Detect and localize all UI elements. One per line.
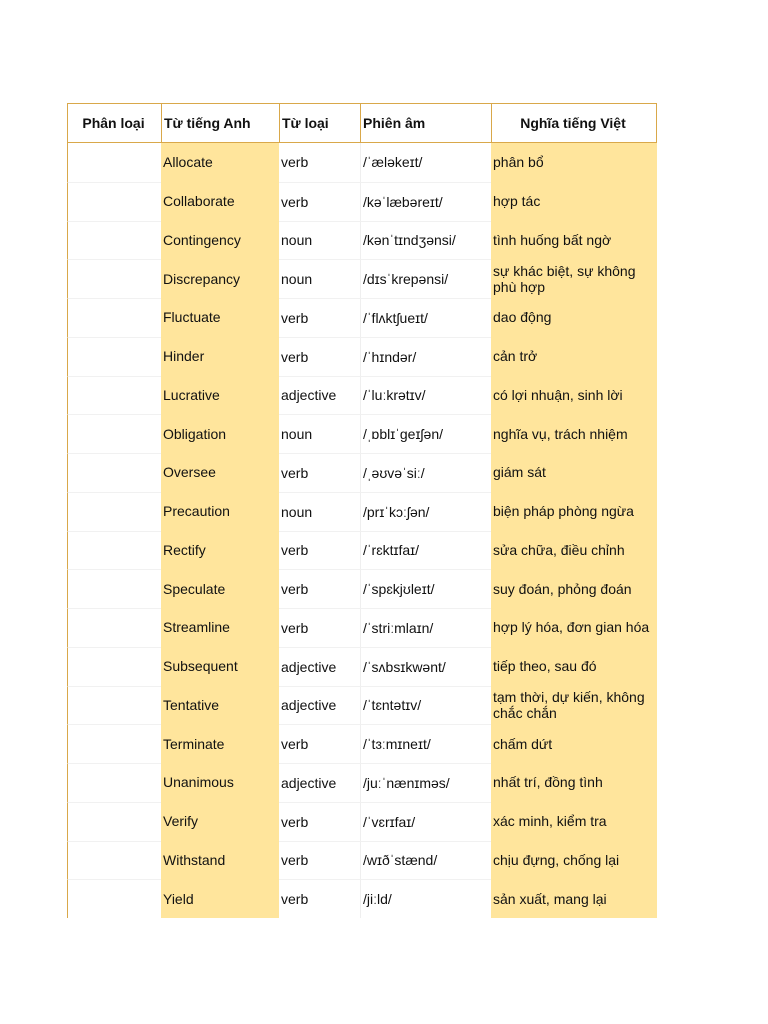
cell-word-type: verb: [279, 879, 360, 918]
table-row: [67, 376, 657, 415]
cell-word-type: verb: [279, 298, 360, 337]
cell-vietnamese-meaning: phân bổ: [491, 143, 657, 182]
cell-english-word: Rectify: [161, 531, 279, 570]
cell-word-type: verb: [279, 337, 360, 376]
header-vietnamese-meaning: Nghĩa tiếng Việt: [491, 103, 657, 143]
cell-phonetic: /prɪˈkɔːʃən/: [360, 492, 491, 531]
cell-vietnamese-meaning: chịu đựng, chống lại: [491, 841, 657, 880]
cell-category: [67, 608, 161, 647]
cell-category: [67, 841, 161, 880]
table-row: [67, 298, 657, 337]
cell-vietnamese-meaning: suy đoán, phỏng đoán: [491, 569, 657, 608]
cell-word-type: adjective: [279, 763, 360, 802]
cell-phonetic: /ˈrɛktɪfaɪ/: [360, 531, 491, 570]
cell-vietnamese-meaning: tiếp theo, sau đó: [491, 647, 657, 686]
table-row: [67, 686, 657, 725]
cell-vietnamese-meaning: xác minh, kiểm tra: [491, 802, 657, 841]
cell-vietnamese-meaning: nghĩa vụ, trách nhiệm: [491, 414, 657, 453]
table-row: [67, 492, 657, 531]
cell-vietnamese-meaning: nhất trí, đồng tình: [491, 763, 657, 802]
cell-word-type: verb: [279, 608, 360, 647]
table-row: [67, 453, 657, 492]
cell-english-word: Tentative: [161, 686, 279, 725]
cell-vietnamese-meaning: chấm dứt: [491, 724, 657, 763]
cell-phonetic: /dɪsˈkrepənsi/: [360, 259, 491, 298]
header-category: Phân loại: [67, 103, 161, 143]
cell-category: [67, 221, 161, 260]
cell-category: [67, 376, 161, 415]
cell-phonetic: /ˈspɛkjʊleɪt/: [360, 569, 491, 608]
table-row: [67, 259, 657, 298]
table-row: [67, 414, 657, 453]
cell-english-word: Lucrative: [161, 376, 279, 415]
table-row: [67, 182, 657, 221]
cell-word-type: noun: [279, 492, 360, 531]
cell-phonetic: /jiːld/: [360, 879, 491, 918]
cell-english-word: Contingency: [161, 221, 279, 260]
cell-word-type: noun: [279, 414, 360, 453]
cell-vietnamese-meaning: sửa chữa, điều chỉnh: [491, 531, 657, 570]
cell-vietnamese-meaning: hợp tác: [491, 182, 657, 221]
table-row: [67, 608, 657, 647]
cell-word-type: verb: [279, 569, 360, 608]
cell-word-type: adjective: [279, 376, 360, 415]
cell-phonetic: /kəˈlæbəreɪt/: [360, 182, 491, 221]
cell-word-type: verb: [279, 453, 360, 492]
table-header-row: [67, 103, 657, 143]
cell-phonetic: /ˈflʌktʃueɪt/: [360, 298, 491, 337]
cell-word-type: adjective: [279, 647, 360, 686]
cell-phonetic: /kənˈtɪndʒənsi/: [360, 221, 491, 260]
cell-phonetic: /ˈstriːmlaɪn/: [360, 608, 491, 647]
cell-english-word: Speculate: [161, 569, 279, 608]
cell-category: [67, 686, 161, 725]
cell-english-word: Withstand: [161, 841, 279, 880]
cell-word-type: noun: [279, 259, 360, 298]
cell-category: [67, 143, 161, 182]
cell-english-word: Collaborate: [161, 182, 279, 221]
cell-phonetic: /ˈvɛrɪfaɪ/: [360, 802, 491, 841]
cell-english-word: Discrepancy: [161, 259, 279, 298]
header-english-word: Từ tiếng Anh: [161, 103, 279, 143]
cell-phonetic: /ˈtɜːmɪneɪt/: [360, 724, 491, 763]
cell-phonetic: /ˈluːkrətɪv/: [360, 376, 491, 415]
cell-category: [67, 647, 161, 686]
cell-english-word: Obligation: [161, 414, 279, 453]
cell-category: [67, 531, 161, 570]
cell-phonetic: /ˈhɪndər/: [360, 337, 491, 376]
table-body: [67, 143, 657, 918]
cell-category: [67, 182, 161, 221]
table-row: [67, 724, 657, 763]
table-row: [67, 841, 657, 880]
cell-vietnamese-meaning: có lợi nhuận, sinh lời: [491, 376, 657, 415]
cell-english-word: Oversee: [161, 453, 279, 492]
cell-phonetic: /ˈtɛntətɪv/: [360, 686, 491, 725]
cell-phonetic: /ˌɒblɪˈɡeɪʃən/: [360, 414, 491, 453]
table-row: [67, 763, 657, 802]
cell-category: [67, 879, 161, 918]
cell-english-word: Verify: [161, 802, 279, 841]
table-row: [67, 143, 657, 182]
cell-word-type: adjective: [279, 686, 360, 725]
vocabulary-table: [67, 103, 657, 918]
cell-category: [67, 298, 161, 337]
cell-english-word: Fluctuate: [161, 298, 279, 337]
cell-vietnamese-meaning: giám sát: [491, 453, 657, 492]
cell-phonetic: /ˌəʊvəˈsiː/: [360, 453, 491, 492]
cell-word-type: verb: [279, 841, 360, 880]
cell-vietnamese-meaning: tạm thời, dự kiến, không chắc chắn: [491, 686, 657, 725]
cell-english-word: Allocate: [161, 143, 279, 182]
cell-category: [67, 259, 161, 298]
cell-vietnamese-meaning: sự khác biệt, sự không phù hợp: [491, 259, 657, 298]
cell-word-type: verb: [279, 802, 360, 841]
cell-vietnamese-meaning: tình huống bất ngờ: [491, 221, 657, 260]
cell-phonetic: /ˈsʌbsɪkwənt/: [360, 647, 491, 686]
table-row: [67, 531, 657, 570]
cell-english-word: Hinder: [161, 337, 279, 376]
cell-english-word: Streamline: [161, 608, 279, 647]
table-row: [67, 221, 657, 260]
cell-category: [67, 453, 161, 492]
cell-category: [67, 492, 161, 531]
cell-word-type: noun: [279, 221, 360, 260]
cell-english-word: Unanimous: [161, 763, 279, 802]
cell-category: [67, 724, 161, 763]
table-row: [67, 802, 657, 841]
header-phonetic: Phiên âm: [360, 103, 491, 143]
table-row: [67, 569, 657, 608]
table-row: [67, 879, 657, 918]
cell-word-type: verb: [279, 143, 360, 182]
table-row: [67, 647, 657, 686]
cell-word-type: verb: [279, 724, 360, 763]
cell-vietnamese-meaning: cản trở: [491, 337, 657, 376]
cell-phonetic: /wɪðˈstænd/: [360, 841, 491, 880]
cell-english-word: Subsequent: [161, 647, 279, 686]
cell-english-word: Terminate: [161, 724, 279, 763]
cell-category: [67, 802, 161, 841]
header-word-type: Từ loại: [279, 103, 360, 143]
cell-vietnamese-meaning: dao động: [491, 298, 657, 337]
cell-word-type: verb: [279, 182, 360, 221]
cell-vietnamese-meaning: biện pháp phòng ngừa: [491, 492, 657, 531]
cell-category: [67, 763, 161, 802]
cell-category: [67, 569, 161, 608]
cell-phonetic: /juːˈnænɪməs/: [360, 763, 491, 802]
cell-category: [67, 414, 161, 453]
cell-english-word: Precaution: [161, 492, 279, 531]
cell-category: [67, 337, 161, 376]
cell-vietnamese-meaning: sản xuất, mang lại: [491, 879, 657, 918]
cell-word-type: verb: [279, 531, 360, 570]
table-row: [67, 337, 657, 376]
cell-phonetic: /ˈæləkeɪt/: [360, 143, 491, 182]
cell-vietnamese-meaning: hợp lý hóa, đơn gian hóa: [491, 608, 657, 647]
cell-english-word: Yield: [161, 879, 279, 918]
